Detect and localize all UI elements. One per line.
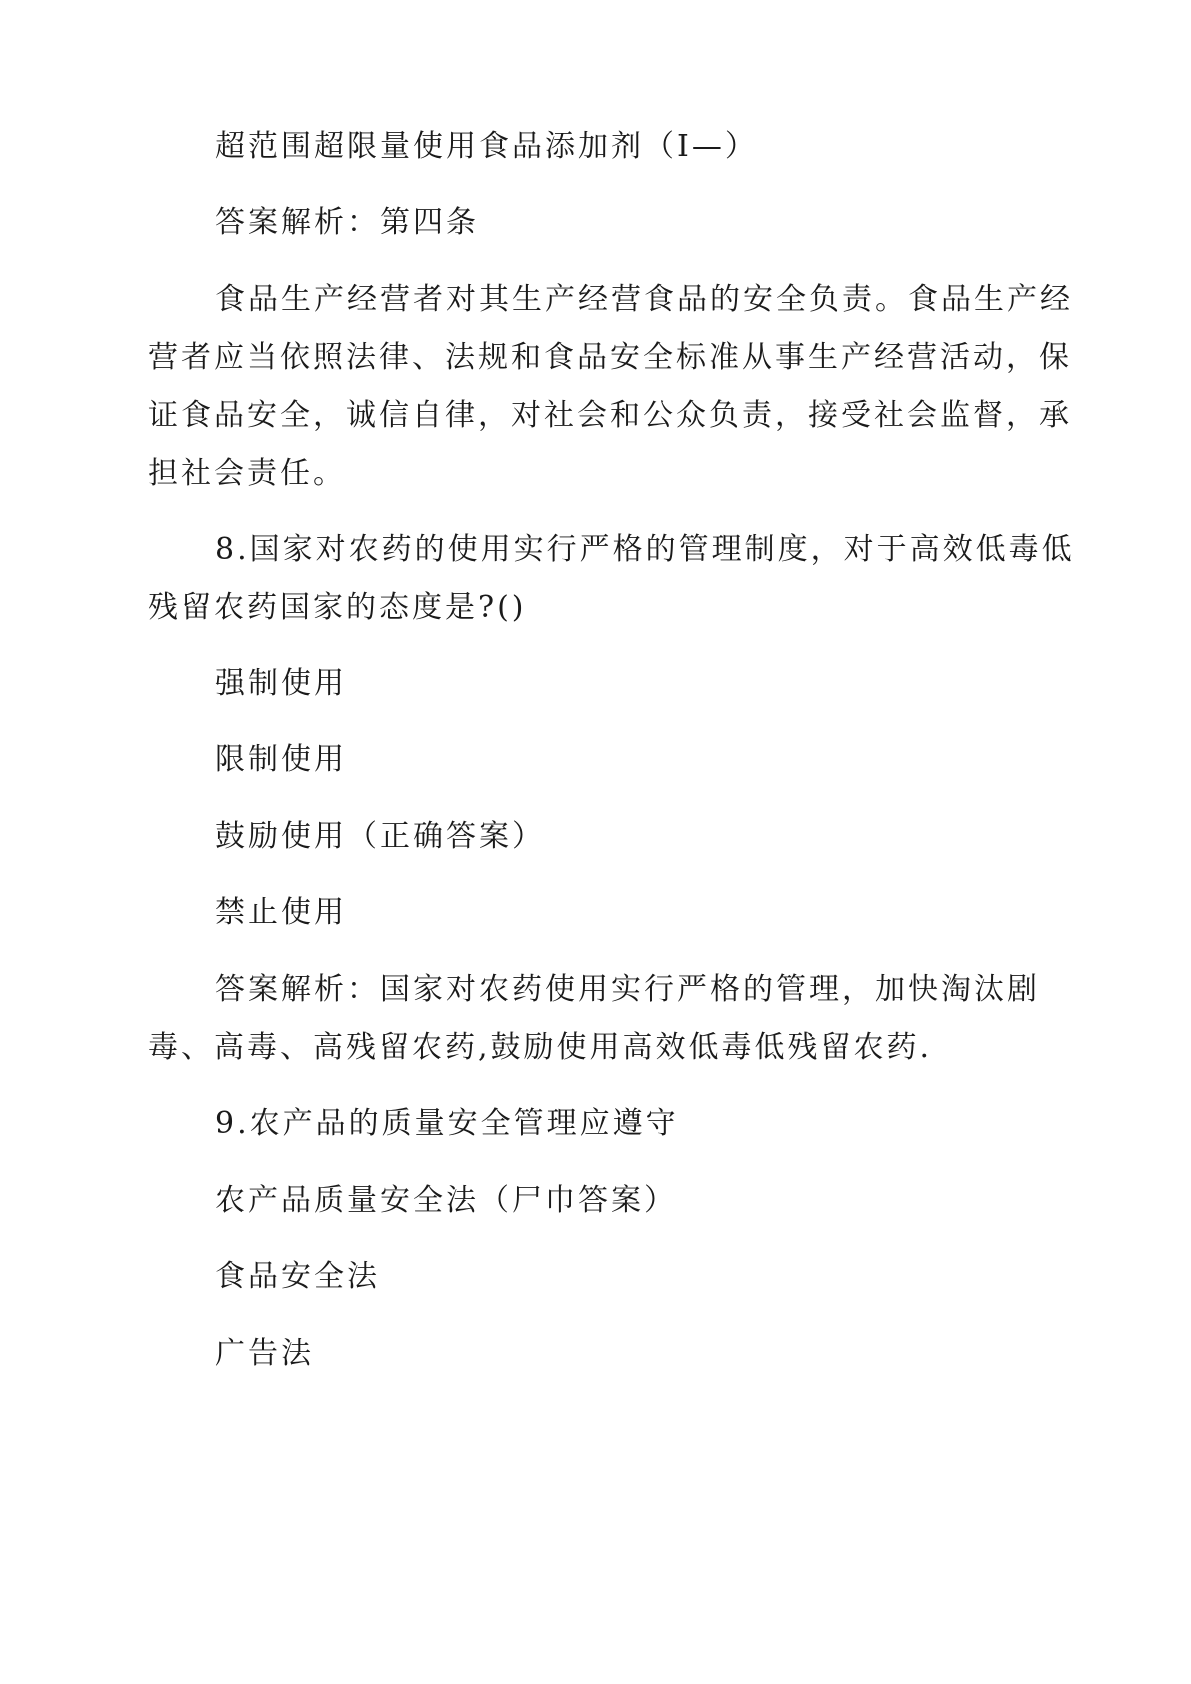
option-c-correct: 鼓励使用（正确答案） (215, 819, 545, 854)
option-c: 广告法 (215, 1336, 314, 1371)
paragraph-line: 营者应当依照法律、法规和食品安全标准从事生产经营活动，保 (148, 340, 1072, 375)
option-b: 限制使用 (215, 742, 347, 777)
paragraph-line: 证食品安全，诚信自律，对社会和公众负责，接受社会监督，承 (148, 398, 1072, 433)
question-8-line: 8.国家对农药的使用实行严格的管理制度，对于高效低毒低 (215, 532, 1075, 567)
option-a: 强制使用 (215, 666, 347, 701)
answer-explanation-line: 答案解析：国家对农药使用实行严格的管理，加快淘汰剧 (215, 972, 1040, 1007)
answer-explanation-line: 毒、高毒、高残留农药,鼓励使用高效低毒低残留农药. (148, 1030, 933, 1065)
option-d: 禁止使用 (215, 895, 347, 930)
option-text-line: 超范围超限量使用食品添加剂（I—） (215, 129, 758, 164)
answer-explanation-heading: 答案解析：第四条 (215, 205, 479, 240)
question-8-line: 残留农药国家的态度是?() (148, 590, 527, 625)
option-b: 食品安全法 (215, 1259, 380, 1294)
paragraph-line: 担社会责任。 (148, 456, 346, 491)
question-9-line: 9.农产品的质量安全管理应遵守 (215, 1106, 679, 1141)
option-a-correct: 农产品质量安全法（尸巾答案） (215, 1183, 677, 1218)
paragraph-line: 食品生产经营者对其生产经营食品的安全负责。食品生产经 (215, 282, 1073, 317)
